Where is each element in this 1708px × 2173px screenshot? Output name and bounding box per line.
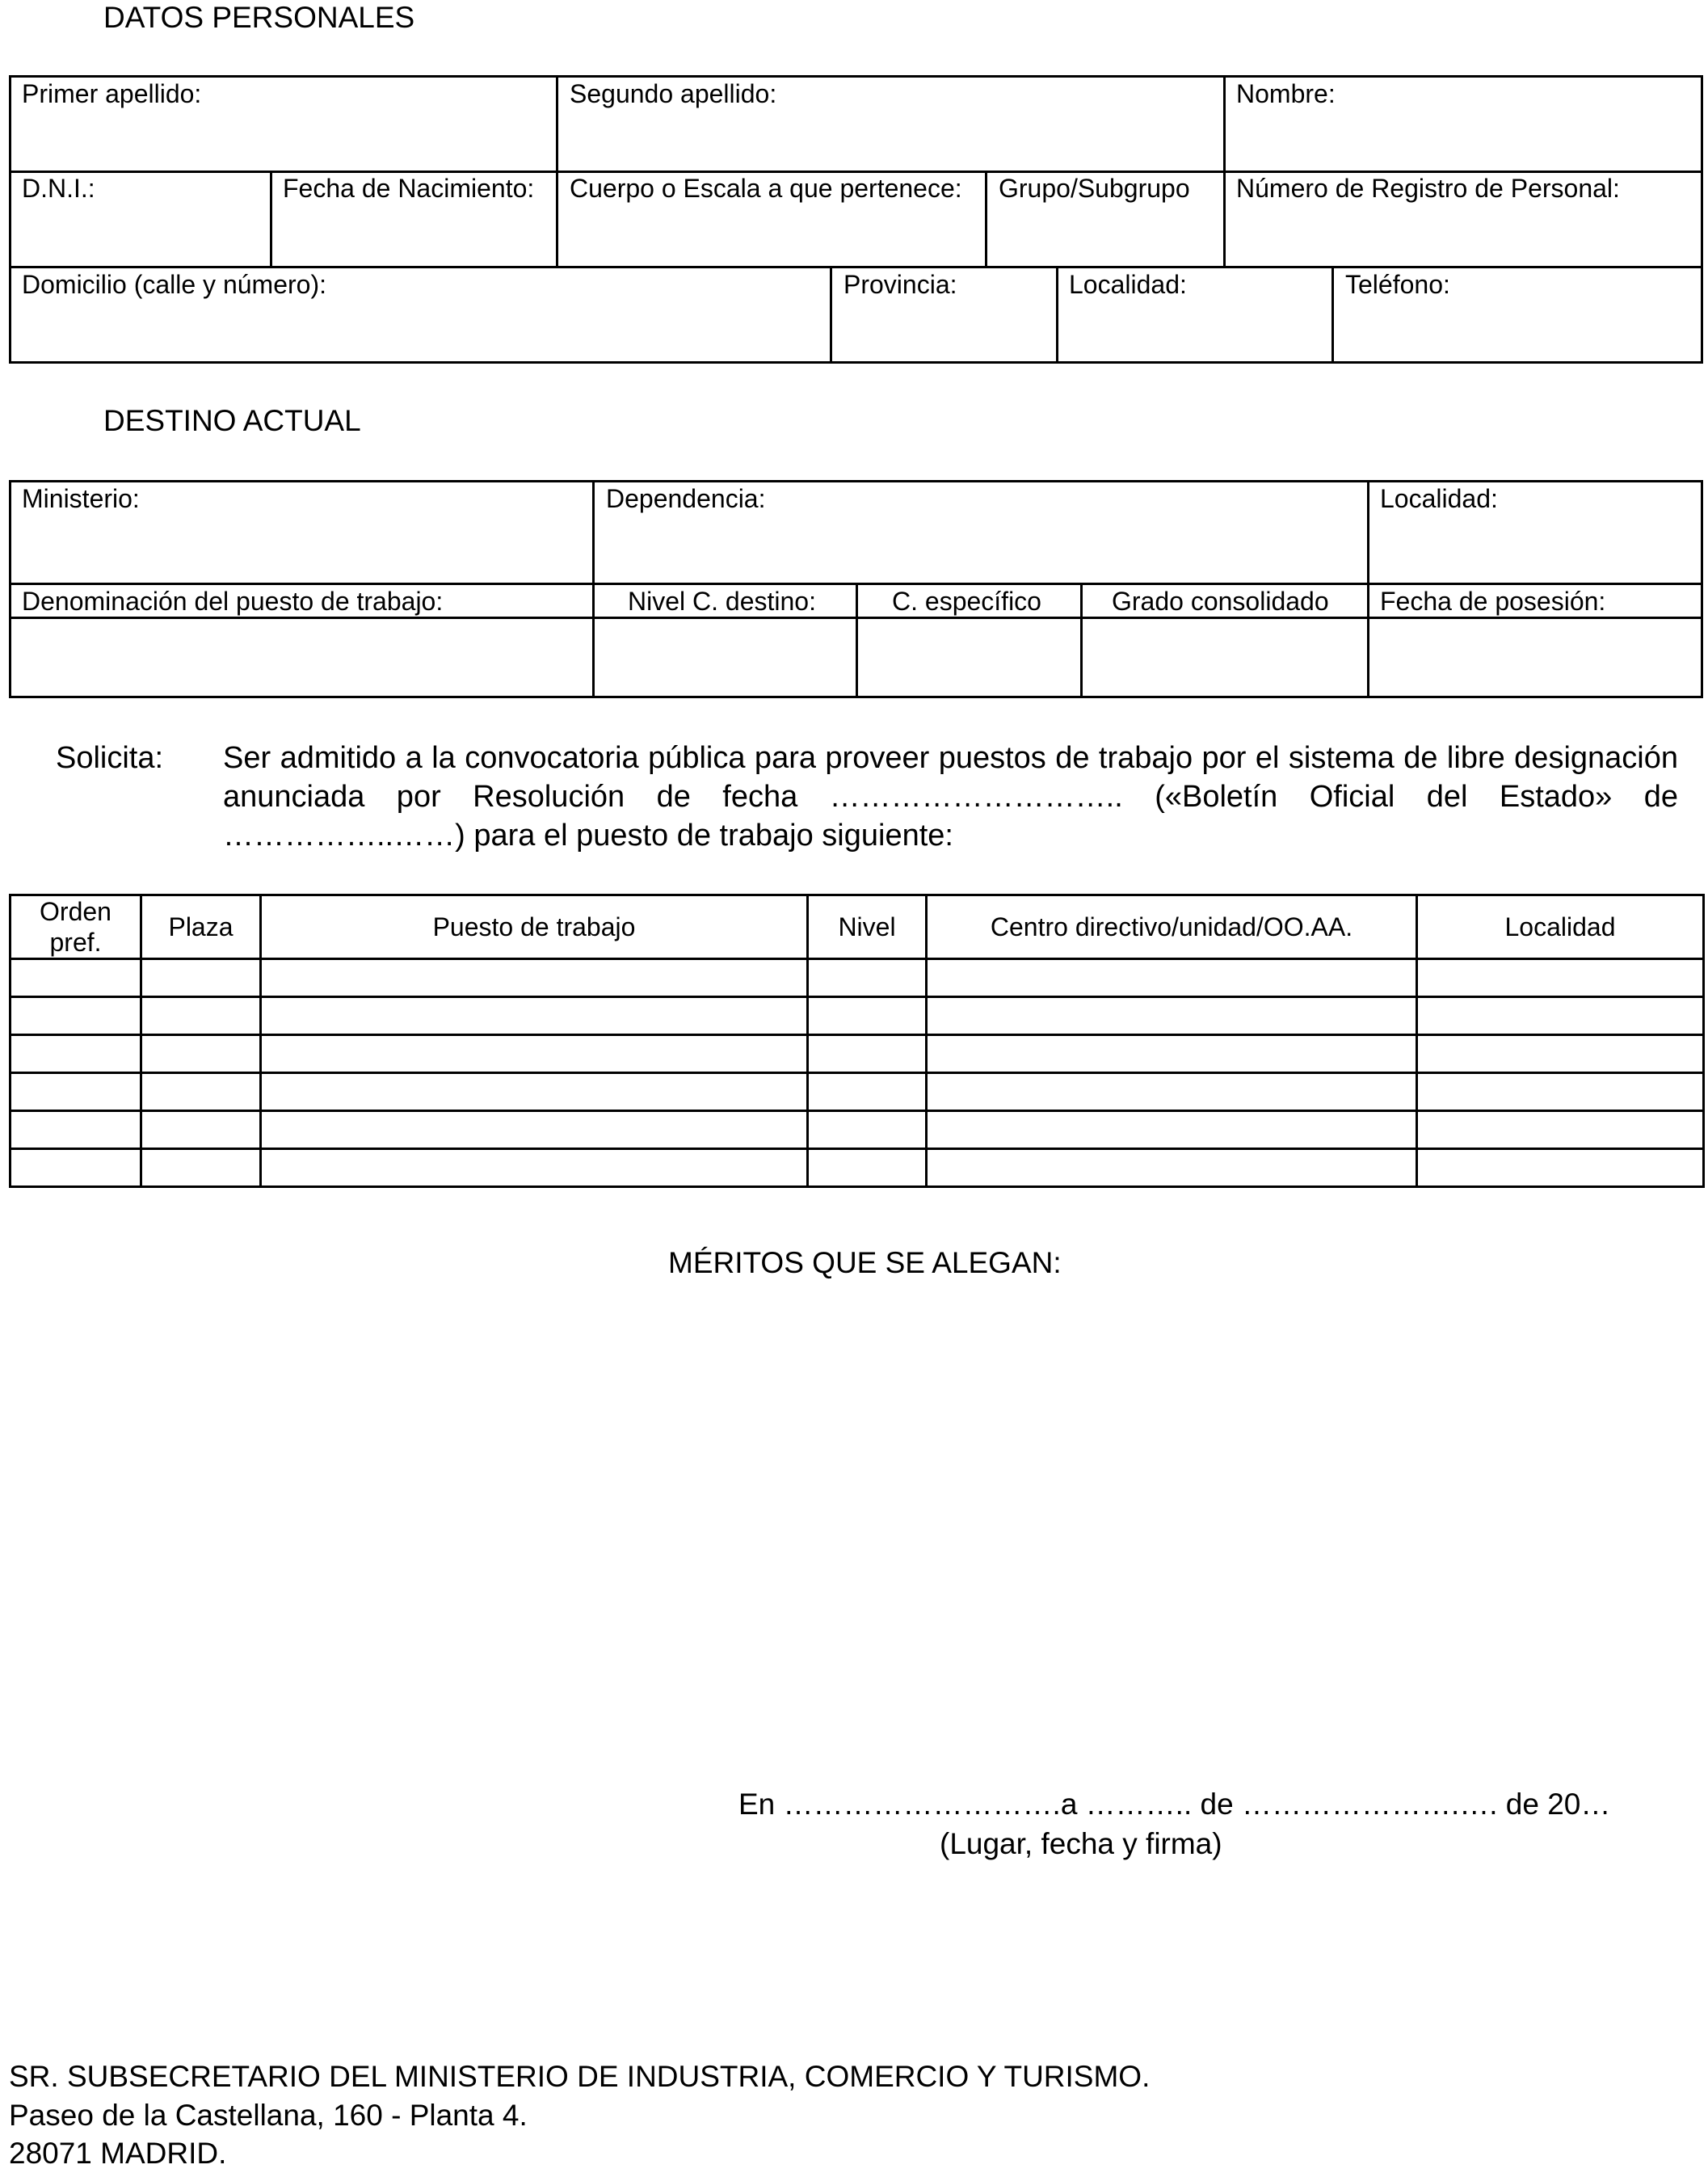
table-cell[interactable] (1417, 1073, 1704, 1111)
column-divider (592, 480, 595, 698)
table-cell[interactable] (11, 959, 141, 997)
denominacion-field[interactable]: Denominación del puesto de trabajo: (22, 587, 444, 616)
column-divider (1056, 266, 1058, 364)
table-row (11, 1111, 1704, 1149)
table-cell[interactable] (141, 1073, 261, 1111)
grado-consolidado-field[interactable]: Grado consolidado (1112, 587, 1329, 616)
table-cell[interactable] (808, 959, 927, 997)
table-cell[interactable] (261, 959, 808, 997)
localidad-field[interactable]: Localidad: (1069, 270, 1187, 299)
fecha-posesion-field[interactable]: Fecha de posesión: (1380, 587, 1606, 616)
table-cell[interactable] (808, 1035, 927, 1073)
segundo-apellido-field[interactable]: Segundo apellido: (570, 79, 777, 108)
primer-apellido-field[interactable]: Primer apellido: (22, 79, 202, 108)
solicita-label: Solicita: (56, 741, 164, 775)
table-cell[interactable] (1417, 1149, 1704, 1187)
column-header-puesto: Puesto de trabajo (261, 895, 808, 959)
table-cell[interactable] (1417, 1111, 1704, 1149)
table-cell[interactable] (261, 997, 808, 1035)
dependencia-field[interactable]: Dependencia: (606, 484, 766, 513)
especifico-field[interactable]: C. específico (892, 587, 1041, 616)
ministerio-field[interactable]: Ministerio: (22, 484, 140, 513)
table-cell[interactable] (11, 1035, 141, 1073)
table-row (11, 1073, 1704, 1111)
table-cell[interactable] (141, 1035, 261, 1073)
table-cell[interactable] (261, 1111, 808, 1149)
table-cell[interactable] (808, 1073, 927, 1111)
table-cell[interactable] (141, 997, 261, 1035)
column-divider (1331, 266, 1334, 364)
telefono-field[interactable]: Teléfono: (1345, 270, 1450, 299)
column-divider (1080, 583, 1083, 698)
plazas-table (9, 894, 1705, 1188)
column-header-orden: Orden pref. (11, 895, 141, 959)
nombre-field[interactable]: Nombre: (1236, 79, 1336, 108)
table-cell[interactable] (1417, 997, 1704, 1035)
column-divider (556, 75, 558, 266)
table-cell[interactable] (927, 997, 1417, 1035)
grupo-subgrupo-field[interactable]: Grupo/Subgrupo (999, 174, 1190, 203)
table-cell[interactable] (11, 1149, 141, 1187)
solicita-text: Ser admitido a la convocatoria pública para proveer puestos de trabajo por el sistema de libre designación anunciada por Resolución de fecha ……………………….. («Boletín Oficial del Estado» de ……………..……) para el puesto de trabajo siguiente: (223, 741, 1678, 853)
table-header-row (11, 895, 1704, 959)
column-divider (830, 266, 832, 364)
cuerpo-escala-field[interactable]: Cuerpo o Escala a que pertenece: (570, 174, 962, 203)
table-cell[interactable] (927, 1149, 1417, 1187)
table-row (11, 959, 1704, 997)
table-row (11, 1035, 1704, 1073)
column-header-localidad: Localidad (1417, 895, 1704, 959)
destino-localidad-field[interactable]: Localidad: (1380, 484, 1498, 513)
footer-address: Paseo de la Castellana, 160 - Planta 4. (9, 2099, 528, 2132)
column-header-nivel: Nivel (808, 895, 927, 959)
meritos-heading: MÉRITOS QUE SE ALEGAN: (668, 1246, 1062, 1279)
row-divider (9, 266, 1703, 268)
table-cell[interactable] (808, 1111, 927, 1149)
column-divider (1367, 480, 1369, 698)
firma-caption: (Lugar, fecha y firma) (940, 1827, 1222, 1860)
column-divider (1223, 75, 1226, 266)
table-cell[interactable] (261, 1073, 808, 1111)
column-divider (985, 171, 987, 266)
table-cell[interactable] (927, 959, 1417, 997)
firma-line: En ……………………….a ……….. de ………………….…. de 20… (738, 1788, 1611, 1821)
footer-city: 28071 MADRID. (9, 2137, 227, 2170)
table-cell[interactable] (11, 997, 141, 1035)
table-cell[interactable] (808, 1149, 927, 1187)
table-cell[interactable] (141, 1149, 261, 1187)
dni-field[interactable]: D.N.I.: (22, 174, 95, 203)
provincia-field[interactable]: Provincia: (843, 270, 957, 299)
table-cell[interactable] (1417, 1035, 1704, 1073)
column-header-centro: Centro directivo/unidad/OO.AA. (927, 895, 1417, 959)
table-cell[interactable] (11, 1111, 141, 1149)
nivel-destino-field[interactable]: Nivel C. destino: (628, 587, 816, 616)
table-cell[interactable] (1417, 959, 1704, 997)
table-cell[interactable] (808, 997, 927, 1035)
meritos-area[interactable] (9, 1293, 1702, 1754)
table-border (9, 75, 1703, 364)
table-cell[interactable] (11, 1073, 141, 1111)
column-divider (270, 171, 272, 266)
column-header-plaza: Plaza (141, 895, 261, 959)
column-divider (856, 583, 858, 698)
table-cell[interactable] (927, 1073, 1417, 1111)
table-cell[interactable] (927, 1111, 1417, 1149)
table-cell[interactable] (141, 1111, 261, 1149)
table-row (11, 1149, 1704, 1187)
nrp-field[interactable]: Número de Registro de Personal: (1236, 174, 1620, 203)
table-cell[interactable] (261, 1035, 808, 1073)
table-cell[interactable] (927, 1035, 1417, 1073)
section-heading-destino: DESTINO ACTUAL (103, 404, 361, 437)
table-cell[interactable] (261, 1149, 808, 1187)
fecha-nacimiento-field[interactable]: Fecha de Nacimiento: (283, 174, 535, 203)
footer-recipient: SR. SUBSECRETARIO DEL MINISTERIO DE INDUSTRIA, COMERCIO Y TURISMO. (9, 2060, 1151, 2093)
table-row (11, 997, 1704, 1035)
section-heading-personal: DATOS PERSONALES (103, 1, 415, 34)
domicilio-field[interactable]: Domicilio (calle y número): (22, 270, 326, 299)
table-cell[interactable] (141, 959, 261, 997)
